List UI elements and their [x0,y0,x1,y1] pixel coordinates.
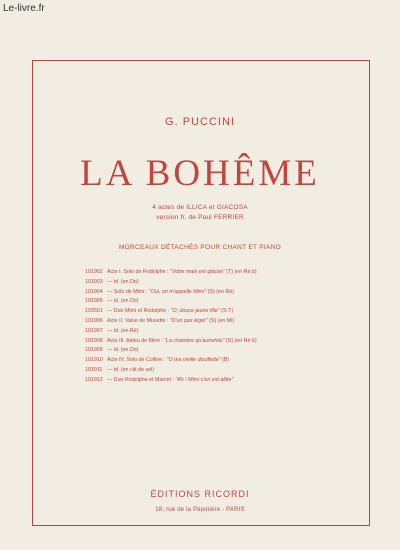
excerpt-description: — id. (en Ré) [107,327,139,334]
excerpt-item [85,376,365,386]
excerpt-item [85,297,365,307]
catalog-number: 101906 [85,317,103,324]
excerpt-voice-key: (S) (en Ré) [206,288,234,295]
excerpt-description: — Duo Mimi et Rodolphe : [107,308,171,315]
excerpt-quote: "D'un pas léger" [169,317,208,324]
excerpt-description: — id. (en clé de sol) [107,366,155,373]
excerpt-item [85,356,365,366]
excerpt-item [85,268,365,278]
publisher-address: 18, rue de la Pépinière - PARIS [155,507,245,513]
excerpt-item [85,288,365,298]
catalog-number: 101903 [85,278,103,285]
excerpt-description: Acte I. Solo de Rodolphe : [107,269,171,275]
publisher-name: ÉDITIONS RICORDI [150,489,250,499]
excerpt-description: Acte IV. Solo de Colline : [107,357,167,364]
excerpt-description: — Duo Rodolphe et Marcel : [107,376,176,383]
catalog-number: 101912 [85,376,103,383]
excerpt-item [85,327,365,337]
catalog-number: 101902 [85,269,103,275]
excerpt-quote: "Ah ! Mimi c'en est allée" [175,376,234,383]
excerpt-description: — id. (en Do) [107,347,139,354]
catalog-number: 101904 [85,288,103,295]
catalog-number: 101910 [85,357,103,364]
excerpt-description: — id. (en Do) [107,278,139,285]
catalog-number: 101907 [85,327,103,334]
excerpt-voice-key: (S) (en Ré b) [224,337,257,344]
catalog-number: 101911 [85,366,103,373]
composer-name: G. PUCCINI [165,116,235,128]
excerpt-voice-key: (T) (en Ré b) [224,269,257,275]
opera-title: LA BOHÊME [80,153,320,194]
excerpt-item [85,366,365,376]
catalog-number: 101909 [85,347,103,354]
catalog-number: 101905 [85,298,103,305]
excerpt-item [85,337,365,347]
excerpt-item [85,307,365,317]
libretto-credit: 4 actes de ILLICA et GIACOSA [152,204,248,211]
excerpt-voice-key: (S-T) [219,308,234,315]
excerpt-quote: "La chambre qu'autrefois" [164,337,225,344]
catalog-number: 101908 [85,337,103,344]
excerpt-quote: "O, douce jeune fille" [170,308,220,315]
translation-credit: version fr. de Paul FERRIER [156,214,244,221]
excerpt-quote: "Votre main est glacée" [170,269,225,275]
site-watermark: Le-livre.fr [3,3,45,14]
excerpt-voice-key: (S) (en Mi) [207,317,235,324]
excerpt-quote: "Oui, on m'appelle Mimi" [148,288,207,295]
excerpt-description: Acte III. Adieu de Mimi : [107,337,165,344]
catalog-number: 103501 [85,308,103,315]
excerpt-description: — id. (en Do) [107,298,139,305]
excerpt-description: — Solo de Mimi : [107,288,149,295]
excerpt-list [85,268,365,386]
excerpt-item [85,317,365,327]
excerpt-quote: "O ma vieille douillette" [166,357,221,364]
excerpt-item [85,346,365,356]
excerpt-voice-key: (B) [220,357,230,364]
section-heading: MORCEAUX DÉTACHÉS POUR CHANT ET PIANO [118,244,282,251]
excerpt-description: Acte II. Valse de Musette : [107,317,170,324]
excerpt-item [85,278,365,288]
